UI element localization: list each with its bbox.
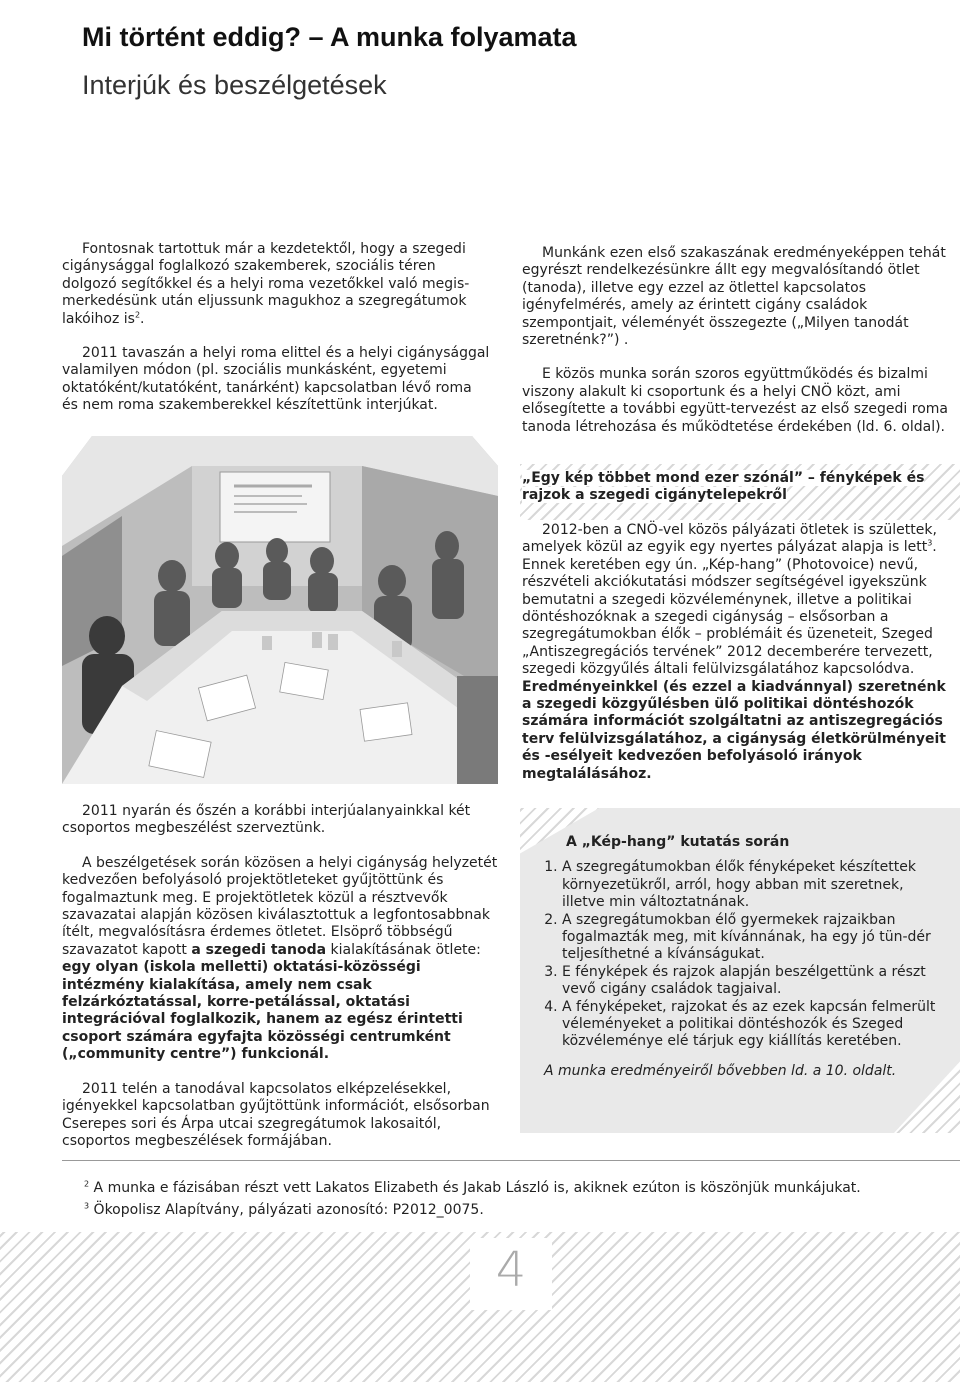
info-box-list [528, 859, 948, 1050]
meeting-photo-image [62, 436, 498, 784]
footnote-divider [62, 1160, 960, 1161]
paragraph-results: Munkánk ezen első szakaszának eredményeképpen tehát egyrészt rendelkezésünkre állt egy megvalósítandó ötlet (tanoda), illetve egy ezzel az ötlettel kapcsolatos igényfelmérés, amely az érintett cigány családok szempontjait, véleményét összegezte („Milyen tanodát szeretnénk?”) . [522, 245, 946, 349]
footnotes [84, 1177, 944, 1221]
section-heading: „Egy kép többet mond ezer szónál” – fényképek és rajzok a szegedi cigánytelepekről [522, 470, 925, 504]
list-item: 3. E fényképek és rajzok alapján beszélgettünk a részt vevő cigány családok tagjaival. [562, 964, 948, 999]
footnote-ref-2: 2 [134, 309, 141, 319]
page-subtitle: Interjúk és beszélgetések [82, 70, 387, 100]
footnote-2: $^2$ A munka e fázisában részt vett Lakatos Elizabeth és Jakab László is, akiknek ezúton is köszönjük munkájukat. [84, 1179, 861, 1196]
meeting-photo [62, 436, 498, 784]
footnote-3: $^3$ Ökopolisz Alapítvány, pályázati azonosító: P2012_0075. [84, 1201, 484, 1218]
paragraph-winter-2011: 2011 telén a tanodával kapcsolatos elképzelésekkel, igényekkel kapcsolatban gyűjtöttünk információt, elsősorban Cserepes sori és Árpa utcai szegregátumok lakosaitól, csoportos megbeszélések formájában. [62, 1080, 490, 1149]
right-column-top [522, 245, 952, 436]
page-number: 4 [495, 1242, 527, 1298]
list-item: 4. A fényképeket, rajzokat és az ezek kapcsán felmerült véleményeket a politikai döntéshozók és Szeged közvéleménye elé tárjuk egy kiállítás keretében. [562, 999, 948, 1051]
paragraph-summer-2011: 2011 nyarán és őszén a korábbi interjúalanyainkkal két csoportos megbeszélést szerveztünk. [62, 803, 471, 837]
page-title: Mi történt eddig? – A munka folyamata [82, 22, 577, 52]
paragraph-cooperation: E közös munka során szoros együttműködés és bizalmi viszony alakult ki csoportunk és a helyi CNÖ közt, ami elősegítette a további együtt-tervezést az első szegedi roma tanoda létrehozása és működtetése érdekében (ld. 6. oldal). [522, 366, 949, 435]
paragraph-photovoice: 2012-ben a CNÖ-vel közös pályázati ötletek is születtek, amelyek közül az egyik egy nyertes pályázat alapja is lett$^3$. Ennek keretében egy ún. „Kép-hang” (Photovoice) nevű, részvételi akciókutatási módszer segítségével igyekszünk bemutatni a szegedi közvéleménynek, illetve a politikai döntéshozóknak a szegedi cigányság – elsősorban a szegregátumokban élők – problémáit és üzeneteit, Szeged „Antiszegregációs tervének” 2012 decemberére tervezett, szegedi közgyűlés általi felülvizsgálatához kapcsolódva. Eredményeinkkel (és ezzel a kiadvánnyal) szeretnénk a szegedi közgyűlésben ülő politikai döntéshozók számára információt szolgáltatni az antiszegregációs terv felülvizsgálatához, a cigányság életkörülményeit és -esélyeit kedvezően befolyásoló irányok megtalálásához. [522, 522, 946, 782]
footnote-ref-3: 3 [927, 538, 933, 548]
paragraph-tanoda-idea: A beszélgetések során közösen a helyi cigányság helyzetét kedvezően befolyásoló projektötleteket gyűjtöttünk és fogalmaztunk meg. E projektötletek közül a résztvevők szavazatai alapján közösen kiválasztottuk a legfontosabbnak ítélt, megvalósításra érdemes ötletet. Elsöprő többségű szavazatot kapott a szegedi tanoda kialakításának ötlete: egy olyan (iskola melletti) oktatási-közösségi intézmény kialakítása, amely nem csak felzárkóztatással, korre-petálással, oktatási integrációval foglalkozik, hanem az egész érintetti csoport számára egyfajta közösségi centrumként („community centre”) funkcionál. [62, 854, 498, 1063]
info-box-content [528, 834, 948, 1080]
info-box-heading: A „Kép-hang” kutatás során [566, 834, 790, 850]
list-item: 2. A szegregátumokban élő gyermekek rajzaikban fogalmazták meg, mit kívánnának, ha egy jó tün-dér teljesíthetné a kívánságukat. [562, 912, 948, 964]
left-column-bottom [62, 803, 502, 1150]
right-column-body [522, 522, 956, 783]
paragraph-spring-2011: 2011 tavaszán a helyi roma elittel és a helyi cigánysággal valamilyen módon (pl. szociális munkásként, egyetemi oktatóként/kutatóként, tanárként) kapcsolatban lévő roma és nem roma szakemberekkel készítettünk interjúkat. [62, 345, 490, 414]
list-item: 1. A szegregátumokban élők fényképeket készítettek környezetükről, arról, hogy abban mit szeretnek, illetve min változtatnának. [562, 859, 948, 911]
left-column-top [62, 241, 492, 415]
paragraph-intro: Fontosnak tartottuk már a kezdetektől, hogy a szegedi cigánysággal foglalkozó szakemberek, szociális téren dolgozó segítőkkel és a helyi roma vezetőkkel való megis-merkedésünk után eljussunk magukhoz a szegregátumok lakóihoz $is^2$. [62, 241, 470, 327]
info-box-footer: A munka eredményeiről bővebben ld. a 10. oldalt. [544, 1062, 897, 1079]
